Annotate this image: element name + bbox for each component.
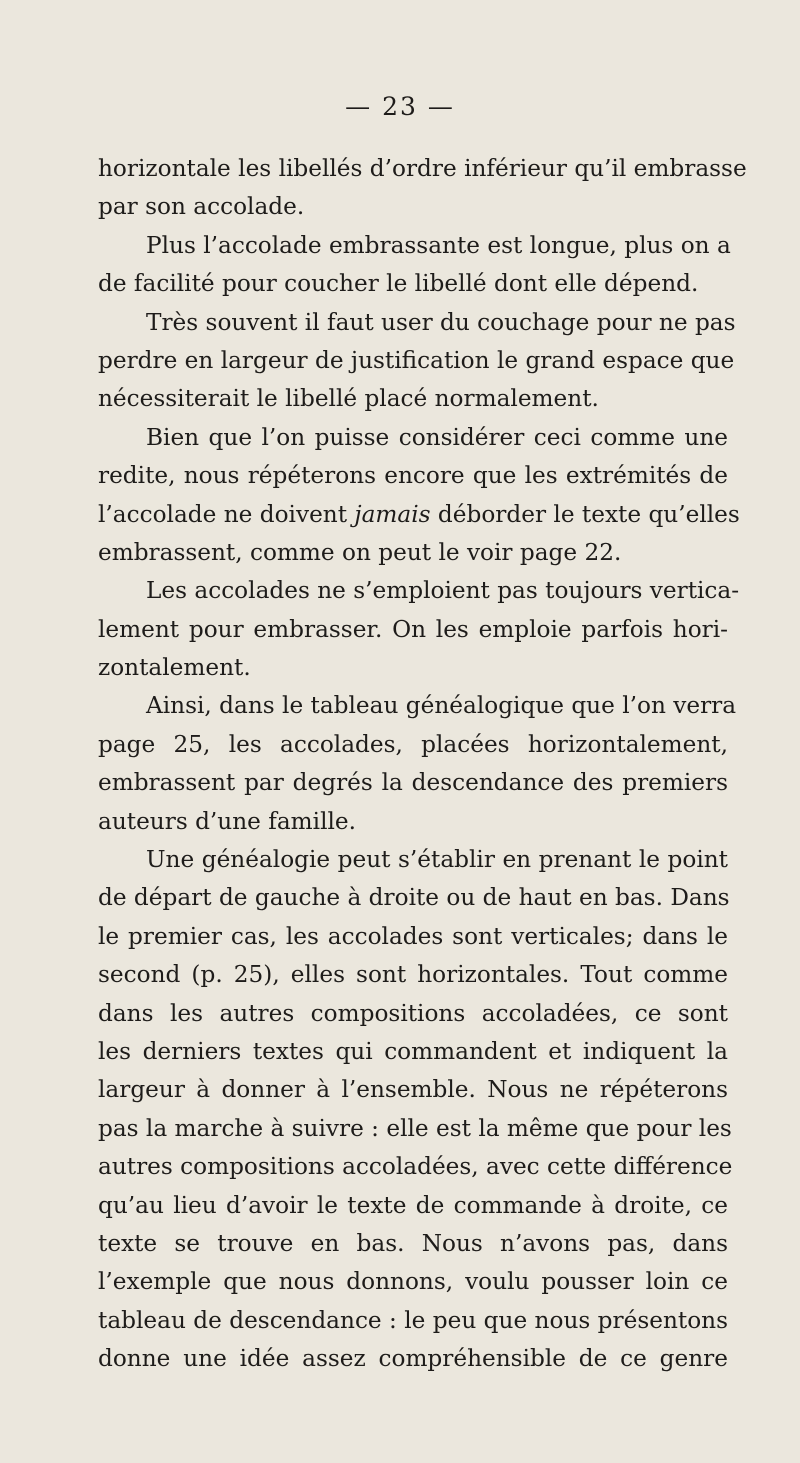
text-line: par son accolade. xyxy=(98,193,305,221)
text-line: horizontale les libellés d’ordre inférieur qu’il embrasse xyxy=(98,155,747,182)
text-line: Une généalogie peut s’établir en prenant le point xyxy=(146,846,728,874)
text-line: nécessiterait le libellé placé normalement. xyxy=(98,385,599,413)
text-line: dans les autres compositions accoladées, ce sont xyxy=(98,999,728,1027)
text-segment: déborder le texte qu’elles xyxy=(430,500,740,528)
text-line: perdre en largeur de justification le grand espace que xyxy=(98,346,735,374)
text-line: second (p. 25), elles sont horizontales. Tout comme xyxy=(98,961,728,989)
text-line: largeur à donner à l’ensemble. Nous ne répéterons xyxy=(98,1076,728,1104)
text-line: redite, nous répéterons encore que les extrémités de xyxy=(98,462,728,490)
text-line: auteurs d’une famille. xyxy=(98,807,356,835)
text-line: qu’au lieu d’avoir le texte de commande à droite, ce xyxy=(98,1191,728,1219)
text-line: tableau de descendance : le peu que nous présentons xyxy=(98,1306,728,1334)
text-line: Ainsi, dans le tableau généalogique que l’on verra xyxy=(146,692,737,720)
text-line: de départ de gauche à droite ou de haut en bas. Dans xyxy=(98,884,730,912)
text-line: embrassent, comme on peut le voir page 22. xyxy=(98,538,622,566)
text-line: zontalement. xyxy=(98,654,251,682)
text-line: page 25, les accolades, placées horizontalement, xyxy=(98,730,728,758)
text-line: les derniers textes qui commandent et indiquent la xyxy=(98,1037,728,1065)
text-line: Très souvent il faut user du couchage pour ne pas xyxy=(146,308,736,336)
text-segment: l’accolade ne doivent xyxy=(98,500,355,528)
text-line: Les accolades ne s’emploient pas toujours vertica- xyxy=(146,577,740,605)
text-line: autres compositions accoladées, avec cette différence xyxy=(98,1153,733,1181)
body-text xyxy=(98,150,747,1379)
text-line: le premier cas, les accolades sont verticales; dans le xyxy=(98,922,728,950)
text-line: pas la marche à suivre : elle est la même que pour les xyxy=(98,1114,732,1142)
page-number: — 23 — xyxy=(345,92,455,121)
text-line xyxy=(98,496,740,534)
text-line: lement pour embrasser. On les emploie parfois hori- xyxy=(98,615,728,643)
text-line: embrassent par degrés la descendance des premiers xyxy=(98,769,728,797)
text-line: l’exemple que nous donnons, voulu pousser loin ce xyxy=(98,1268,728,1296)
italic-word: jamais xyxy=(354,500,431,528)
text-line: Bien que l’on puisse considérer ceci comme une xyxy=(146,423,728,451)
text-line: texte se trouve en bas. Nous n’avons pas, dans xyxy=(98,1229,728,1257)
text-line: donne une idée assez compréhensible de ce genre xyxy=(98,1345,728,1373)
text-line: de facilité pour coucher le libellé dont elle dépend. xyxy=(98,270,699,298)
text-line: Plus l’accolade embrassante est longue, plus on a xyxy=(146,231,731,259)
